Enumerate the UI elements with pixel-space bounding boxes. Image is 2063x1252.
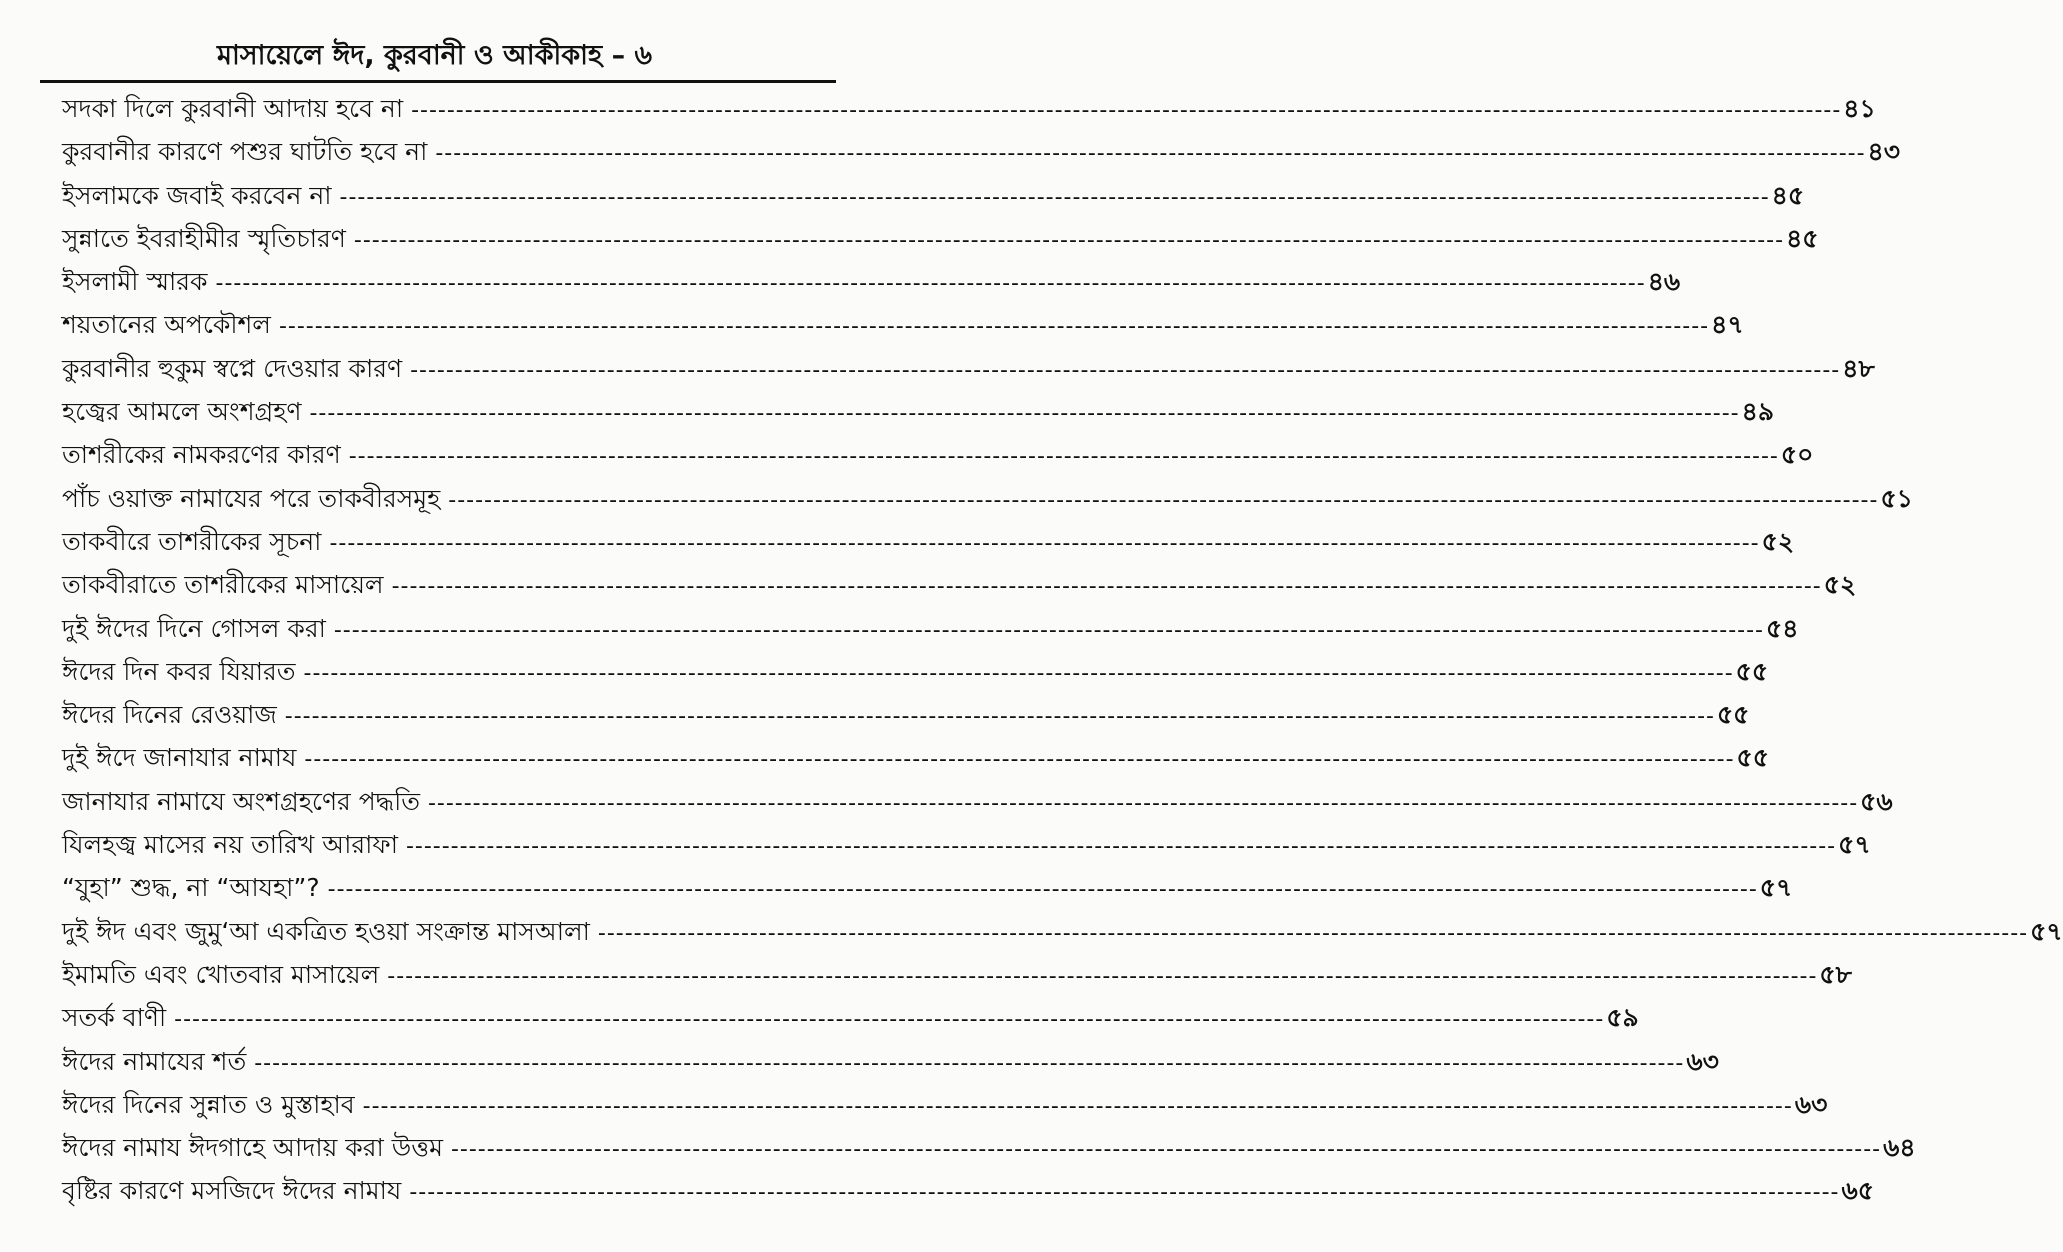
toc-entry-title: “যুহা” শুদ্ধ, না “আযহা”? bbox=[62, 873, 320, 903]
toc-entry-title: ইসলামকে জবাই করবেন না bbox=[62, 180, 332, 210]
toc-dot-leader: ---------------------------------------------------------------------------------------------------------------------------------------------------------------- bbox=[339, 184, 1770, 210]
toc-entry-page: ৫১ bbox=[1880, 483, 1913, 513]
toc-dot-leader: ---------------------------------------------------------------------------------------------------------------------------------------------------------------- bbox=[448, 487, 1879, 513]
toc-entry-title: কুরবানীর হুকুম স্বপ্নে দেওয়ার কারণ bbox=[62, 353, 403, 383]
toc-entry-page: ৪৫ bbox=[1786, 223, 1819, 253]
toc-entry-page: ৫০ bbox=[1780, 440, 1814, 470]
toc-entry-title: শয়তানের অপকৌশল bbox=[62, 310, 271, 340]
toc-dot-leader: ---------------------------------------------------------------------------------------------------------------------------------------------------------------- bbox=[278, 314, 1710, 340]
table-of-contents bbox=[62, 87, 2063, 1213]
toc-entry bbox=[62, 433, 1814, 476]
toc-entry bbox=[62, 607, 1799, 650]
toc-entry-page: ৪৬ bbox=[1647, 267, 1681, 297]
toc-entry-title: সতর্ক বাণী bbox=[62, 1003, 167, 1033]
toc-dot-leader: ---------------------------------------------------------------------------------------------------------------------------------------------------------------- bbox=[284, 704, 1715, 730]
toc-dot-leader: ---------------------------------------------------------------------------------------------------------------------------------------------------------------- bbox=[254, 1050, 1685, 1076]
toc-dot-leader: ---------------------------------------------------------------------------------------------------------------------------------------------------------------- bbox=[411, 98, 1842, 123]
toc-entry-page: ৪৯ bbox=[1741, 397, 1775, 427]
toc-entry-page: ৫২ bbox=[1761, 526, 1795, 556]
page-header: মাসায়েলে ঈদ, কুরবানী ও আকীকাহ – ৬ bbox=[216, 40, 653, 71]
toc-entry-title: যিলহজ্ব মাসের নয় তারিখ আরাফা bbox=[62, 830, 398, 860]
toc-dot-leader: ---------------------------------------------------------------------------------------------------------------------------------------------------------------- bbox=[435, 141, 1866, 167]
toc-dot-leader: ---------------------------------------------------------------------------------------------------------------------------------------------------------------- bbox=[391, 574, 1822, 600]
toc-entry-page: ৪৮ bbox=[1842, 353, 1875, 383]
toc-entry-page: ৬৩ bbox=[1686, 1046, 1719, 1076]
toc-entry-title: তাশরীকের নামকরণের কারণ bbox=[62, 440, 341, 470]
toc-entry-title: কুরবানীর কারণে পশুর ঘাটতি হবে না bbox=[62, 137, 428, 167]
toc-dot-leader: ---------------------------------------------------------------------------------------------------------------------------------------------------------------- bbox=[327, 877, 1758, 903]
toc-entry-title: ইমামতি এবং খোতবার মাসায়েল bbox=[62, 959, 380, 989]
toc-entry bbox=[62, 477, 1913, 520]
toc-entry bbox=[62, 174, 1805, 217]
toc-entry bbox=[62, 736, 1769, 779]
toc-entry bbox=[62, 303, 1744, 346]
toc-entry-title: সদকা দিলে কুরবানী আদায় হবে না bbox=[62, 94, 404, 123]
toc-dot-leader: ---------------------------------------------------------------------------------------------------------------------------------------------------------------- bbox=[353, 227, 1785, 253]
toc-entry-title: দুই ঈদ এবং জুমু‘আ একত্রিত হওয়া সংক্রান্ত মাসআলা bbox=[62, 916, 590, 946]
toc-entry bbox=[62, 87, 1876, 130]
toc-dot-leader: ---------------------------------------------------------------------------------------------------------------------------------------------------------------- bbox=[304, 747, 1735, 773]
toc-entry bbox=[62, 563, 1857, 606]
toc-dot-leader: ---------------------------------------------------------------------------------------------------------------------------------------------------------------- bbox=[348, 444, 1779, 470]
toc-dot-leader: ---------------------------------------------------------------------------------------------------------------------------------------------------------------- bbox=[215, 271, 1646, 297]
toc-entry-title: ইসলামী স্মারক bbox=[62, 267, 208, 297]
toc-entry-title: দুই ঈদে জানাযার নামায bbox=[62, 743, 297, 773]
toc-entry bbox=[62, 693, 1750, 736]
toc-entry bbox=[62, 347, 1875, 390]
toc-entry-title: তাকবীরে তাশরীকের সূচনা bbox=[62, 526, 322, 556]
toc-entry-page: ৫৭ bbox=[1838, 830, 1871, 860]
toc-dot-leader: ---------------------------------------------------------------------------------------------------------------------------------------------------------------- bbox=[174, 1007, 1605, 1033]
toc-entry-page: ৫৭ bbox=[1759, 873, 1793, 903]
toc-entry-page: ৫৫ bbox=[1716, 700, 1750, 730]
toc-entry-title: বৃষ্টির কারণে মসজিদে ঈদের নামায bbox=[62, 1176, 402, 1206]
toc-dot-leader: ---------------------------------------------------------------------------------------------------------------------------------------------------------------- bbox=[329, 530, 1760, 556]
header-rule bbox=[40, 80, 836, 83]
toc-entry bbox=[62, 130, 1900, 173]
toc-dot-leader: ---------------------------------------------------------------------------------------------------------------------------------------------------------------- bbox=[409, 1180, 1840, 1206]
toc-entry-page: ৬৪ bbox=[1883, 1133, 1916, 1163]
toc-entry-page: ৬৩ bbox=[1794, 1089, 1828, 1119]
toc-entry-page: ৬৫ bbox=[1841, 1176, 1874, 1206]
toc-entry-page: ৫৪ bbox=[1766, 613, 1799, 643]
toc-entry bbox=[62, 953, 1852, 996]
toc-dot-leader: ---------------------------------------------------------------------------------------------------------------------------------------------------------------- bbox=[362, 1093, 1793, 1119]
toc-entry-title: ঈদের নামায ঈদগাহে আদায় করা উত্তম bbox=[62, 1133, 443, 1163]
toc-entry-page: ৫৯ bbox=[1606, 1003, 1639, 1033]
toc-dot-leader: ---------------------------------------------------------------------------------------------------------------------------------------------------------------- bbox=[333, 617, 1764, 643]
toc-entry-title: ঈদের দিনের রেওয়াজ bbox=[62, 700, 277, 730]
toc-entry-title: সুন্নাতে ইবরাহীমীর স্মৃতিচারণ bbox=[62, 223, 346, 253]
toc-entry-page: ৫৮ bbox=[1819, 959, 1852, 989]
toc-entry bbox=[62, 260, 1681, 303]
toc-entry-page: ৪৭ bbox=[1711, 310, 1744, 340]
toc-entry bbox=[62, 217, 1819, 260]
toc-entry-page: ৫৭ bbox=[2030, 916, 2063, 946]
toc-entry-page: ৪১ bbox=[1843, 94, 1876, 123]
toc-entry-page: ৫৬ bbox=[1860, 786, 1893, 816]
toc-entry-title: ঈদের দিনের সুন্নাত ও মুস্তাহাব bbox=[62, 1089, 355, 1119]
toc-entry-title: ঈদের নামাযের শর্ত bbox=[62, 1046, 247, 1076]
toc-dot-leader: ---------------------------------------------------------------------------------------------------------------------------------------------------------------- bbox=[597, 920, 2029, 946]
toc-dot-leader: ---------------------------------------------------------------------------------------------------------------------------------------------------------------- bbox=[309, 401, 1740, 427]
toc-entry bbox=[62, 650, 1769, 693]
toc-entry bbox=[62, 910, 2063, 953]
toc-entry bbox=[62, 866, 1793, 909]
toc-entry bbox=[62, 1083, 1828, 1126]
toc-dot-leader: ---------------------------------------------------------------------------------------------------------------------------------------------------------------- bbox=[450, 1137, 1882, 1163]
toc-entry-title: পাঁচ ওয়াক্ত নামাযের পরে তাকবীরসমূহ bbox=[62, 483, 441, 513]
toc-entry bbox=[62, 1040, 1719, 1083]
toc-entry-page: ৫২ bbox=[1823, 570, 1857, 600]
toc-dot-leader: ---------------------------------------------------------------------------------------------------------------------------------------------------------------- bbox=[303, 660, 1734, 686]
toc-dot-leader: ---------------------------------------------------------------------------------------------------------------------------------------------------------------- bbox=[427, 790, 1859, 816]
toc-dot-leader: ---------------------------------------------------------------------------------------------------------------------------------------------------------------- bbox=[387, 963, 1818, 989]
toc-entry-title: তাকবীরাতে তাশরীকের মাসায়েল bbox=[62, 570, 384, 600]
toc-entry-title: হজ্বের আমলে অংশগ্রহণ bbox=[62, 397, 302, 427]
toc-dot-leader: ---------------------------------------------------------------------------------------------------------------------------------------------------------------- bbox=[410, 357, 1841, 383]
toc-entry bbox=[62, 823, 1871, 866]
toc-entry-title: দুই ঈদের দিনে গোসল করা bbox=[62, 613, 326, 643]
toc-entry bbox=[62, 780, 1893, 823]
toc-entry-page: ৫৫ bbox=[1735, 656, 1769, 686]
toc-entry-page: ৪৩ bbox=[1867, 137, 1900, 167]
toc-entry bbox=[62, 520, 1795, 563]
toc-entry bbox=[62, 390, 1775, 433]
toc-entry bbox=[62, 1169, 1874, 1212]
toc-dot-leader: ---------------------------------------------------------------------------------------------------------------------------------------------------------------- bbox=[405, 834, 1837, 860]
toc-entry-page: ৫৫ bbox=[1736, 743, 1769, 773]
toc-entry-title: ঈদের দিন কবর যিয়ারত bbox=[62, 656, 296, 686]
toc-entry bbox=[62, 996, 1639, 1039]
toc-entry bbox=[62, 1126, 1916, 1169]
toc-entry-title: জানাযার নামাযে অংশগ্রহণের পদ্ধতি bbox=[62, 786, 420, 816]
toc-entry-page: ৪৫ bbox=[1771, 180, 1805, 210]
